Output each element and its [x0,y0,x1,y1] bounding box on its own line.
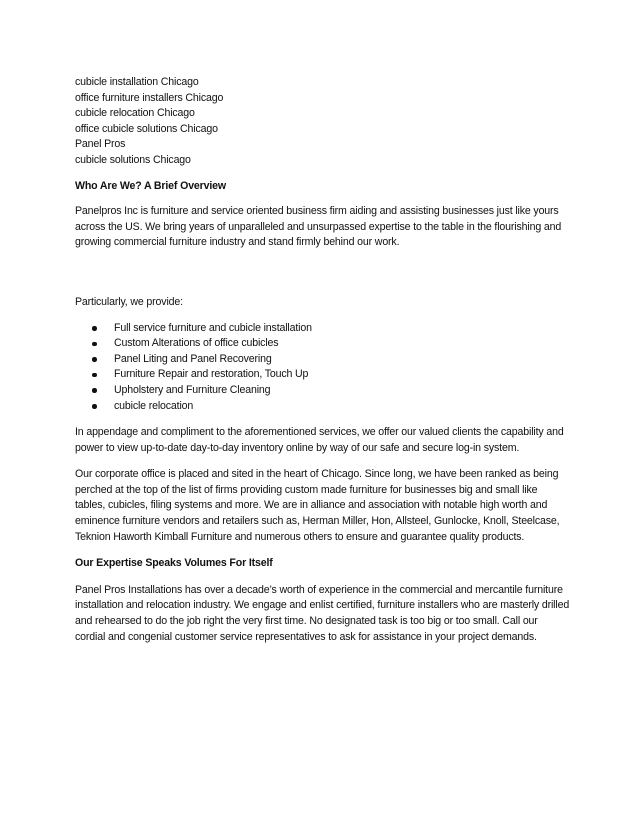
keyword-item: cubicle installation Chicago [75,76,199,88]
keyword-item: Panel Pros [75,138,126,151]
service-label: Full service furniture and cubicle installation [114,321,312,334]
list-item [75,367,570,383]
expertise-heading: Our Expertise Speaks Volumes For Itself [75,557,273,570]
inventory-paragraph: In appendage and compliment to the aforementioned services, we offer our valued clients the capability and power to view up-to-date day-to-day inventory online by way of our safe and secure log-in system. [75,426,564,454]
bullet-icon [92,388,97,393]
bullet-icon [92,373,97,378]
list-item [75,383,570,399]
bullet-icon [92,342,97,347]
expertise-paragraph: Panel Pros Installations has over a decade’s worth of experience in the commercial and mercantile furniture installation and relocation industry. We engage and enlist certified, furniture installers who are masterly drilled and rehearsed to do the job right the very first time. No designated task is too big or too small. Call our cordial and congenial customer service representatives to ask for assistance in your project demands. [75,583,570,643]
bullet-icon [92,404,97,409]
keyword-list [75,75,570,169]
services-intro: Particularly, we provide: [75,295,183,308]
service-label: cubicle relocation [114,399,194,412]
corporate-office-paragraph: Our corporate office is placed and sited in the heart of Chicago. Since long, we have been ranked as being perched at the top of the list of firms providing custom made furniture for businesses big and small like tables, cubicles, filing systems and more. We are in alliance and association with notable high worth and eminence furniture vendors and retailers such as, Herman Miller, Hon, Allsteel, Gunlocke, Knoll, Steelcase, Teknion Haworth Kimball Furniture and numerous others to ensure and guarantee quality products. [75,468,560,543]
keyword-item: cubicle relocation Chicago [75,107,195,120]
list-item [75,399,570,415]
list-item [75,336,570,352]
services-list [75,321,570,415]
service-label: Upholstery and Furniture Cleaning [114,383,271,396]
keyword-item: office cubicle solutions Chicago [75,122,218,135]
bullet-icon [92,357,97,362]
list-item [75,352,570,368]
document-body [75,75,570,645]
bullet-icon [92,326,97,331]
who-are-we-heading: Who Are We? A Brief Overview [75,179,227,192]
list-item [75,321,570,337]
service-label: Custom Alterations of office cubicles [114,337,279,350]
keyword-item: office furniture installers Chicago [75,91,224,104]
who-are-we-paragraph: Panelpros Inc is furniture and service oriented business firm aiding and assisting businesses just like yours across the US. We bring years of unparalleled and unsurpassed expertise to the table in the flourishing and growing commercial furniture industry and stand firmly behind our work. [75,205,562,249]
service-label: Furniture Repair and restoration, Touch Up [114,368,309,381]
service-label: Panel Liting and Panel Recovering [114,352,272,365]
keyword-item: cubicle solutions Chicago [75,153,191,166]
